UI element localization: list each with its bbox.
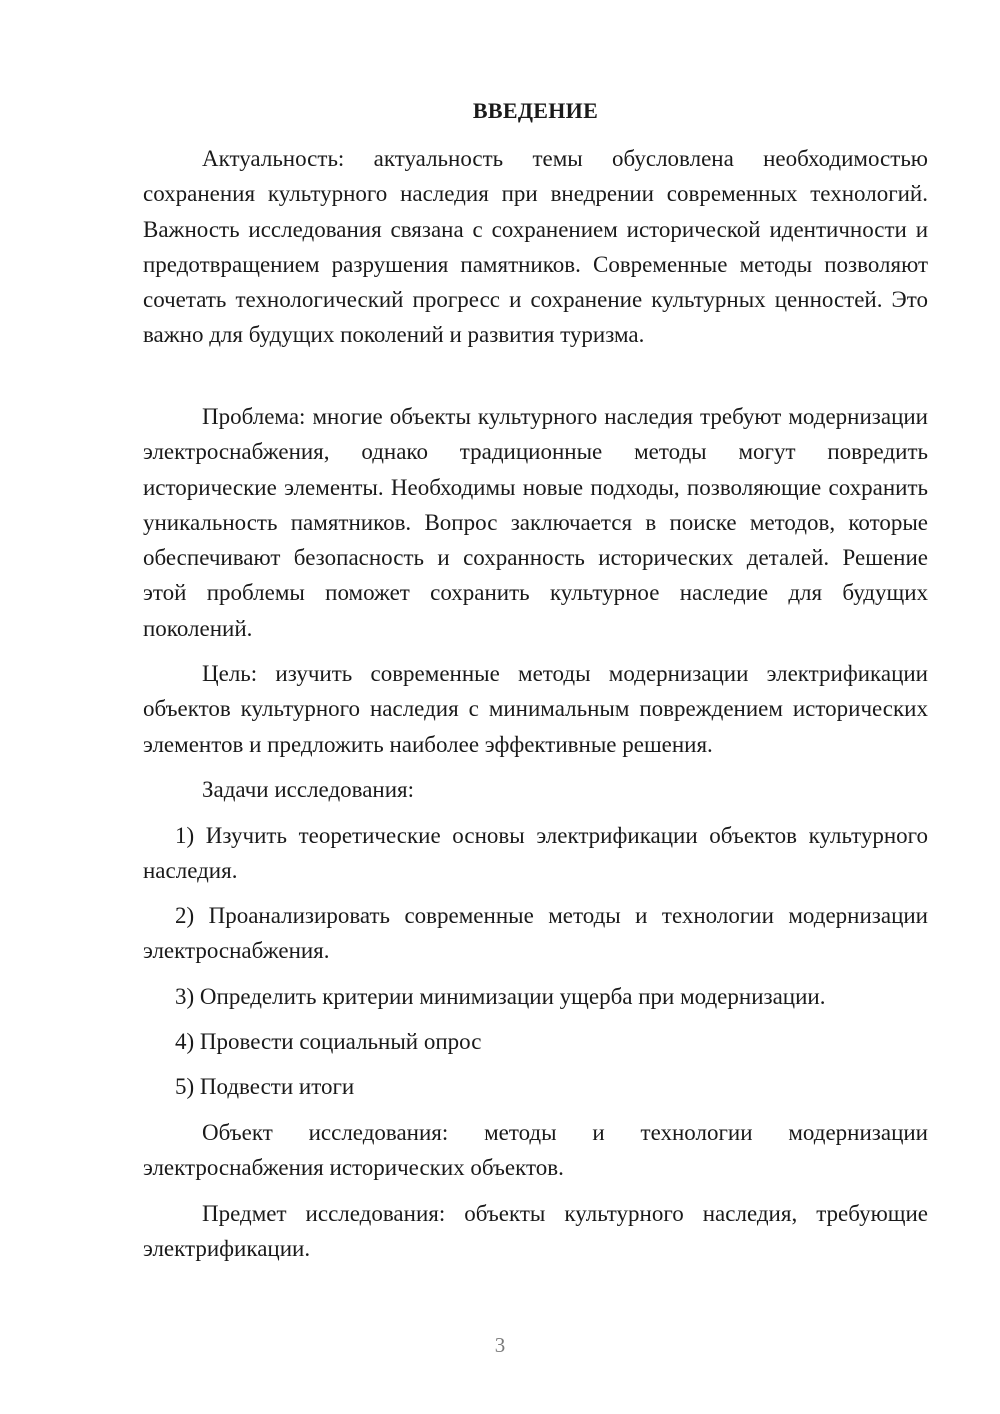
task-item: 5) Подвести итоги — [175, 1074, 355, 1099]
task-item: 4) Провести социальный опрос — [175, 1029, 482, 1054]
task-item: 3) Определить критерии минимизации ущерба при модернизации. — [175, 984, 826, 1009]
tasks-heading: Задачи исследования: — [202, 777, 415, 802]
goal-paragraph: Цель: изучить современные методы модернизации электрификации объектов культурного наследия с минимальным повреждением исторических элементов и предложить наиболее эффективные решения. — [143, 661, 928, 757]
relevance-paragraph: Актуальность: актуальность темы обусловлена необходимостью сохранения культурного наследия при внедрении современных технологий. Важность исследования связана с сохранением исторической идентичности и предотвращением разрушения памятников. Современные методы позволяют сочетать технологический прогресс и сохранение культурных ценностей. Это важно для будущих поколений и развития туризма. — [143, 146, 928, 348]
task-item: 2) Проанализировать современные методы и технологии модернизации электроснабжения. — [143, 903, 928, 964]
task-item: 1) Изучить теоретические основы электрификации объектов культурного наследия. — [143, 823, 928, 884]
object-paragraph: Объект исследования: методы и технологии модернизации электроснабжения исторических объектов. — [143, 1120, 928, 1181]
page-title: ВВЕДЕНИЕ — [472, 98, 599, 123]
page-number: 3 — [494, 1333, 506, 1357]
subject-paragraph: Предмет исследования: объекты культурного наследия, требующие электрификации. — [143, 1201, 928, 1262]
problem-paragraph: Проблема: многие объекты культурного наследия требуют модернизации электроснабжения, однако традиционные методы могут повредить исторические элементы. Необходимы новые подходы, позволяющие сохранить уникальность памятников. Вопрос заключается в поиске методов, которые обеспечивают безопасность и сохранность исторических деталей. Решение этой проблемы поможет сохранить культурное наследие для будущих поколений. — [143, 404, 928, 641]
